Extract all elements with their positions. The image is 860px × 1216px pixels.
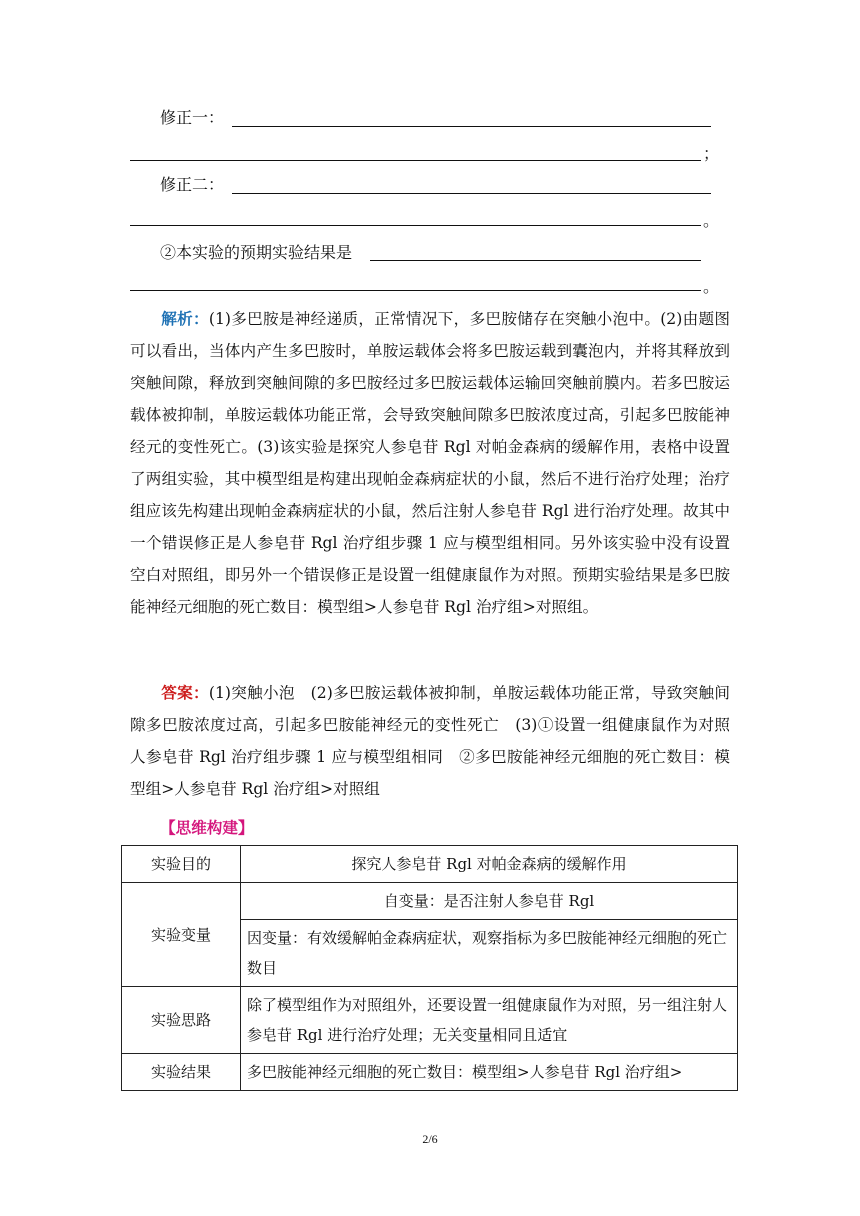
table-val-approach: 除了模型组作为对照组外，还要设置一组健康鼠作为对照，另一组注射人参皂苷 Rgl 进行治疗处理；无关变量相同且适宜 <box>241 987 738 1054</box>
table-val-independent: 自变量：是否注射人参皂苷 Rgl <box>241 883 738 920</box>
correction1-blank-line-2[interactable] <box>130 160 701 161</box>
table-key-purpose: 实验目的 <box>122 846 241 883</box>
table-key-variables: 实验变量 <box>122 883 241 987</box>
correction2-label: 修正二： <box>160 175 225 194</box>
analysis-paragraph <box>130 303 730 623</box>
correction2-blank-line-2[interactable] <box>130 225 701 226</box>
correction2-cont-row <box>130 211 730 231</box>
thinking-table <box>121 845 738 1091</box>
expected-end: 。 <box>703 277 720 296</box>
correction1-row <box>160 108 720 128</box>
expected-blank-line-2[interactable] <box>130 290 701 291</box>
answer-paragraph <box>130 677 746 805</box>
table-val-result: 多巴胺能神经元细胞的死亡数目：模型组>人参皂苷 Rgl 治疗组> <box>241 1054 738 1091</box>
answer-text: (1)突触小泡 (2)多巴胺运载体被抑制，单胺运载体功能正常，导致突触间隙多巴胺浓度过高，引起多巴胺能神经元的变性死亡 (3)①设置一组健康鼠作为对照 人参皂苷 Rgl 治疗组步骤 1 应与模型组相同 ②多巴胺能神经元细胞的死亡数目：模型组>人参皂苷 Rgl 治疗组>对照组 <box>130 684 746 798</box>
analysis-label: 解析： <box>161 309 209 328</box>
answer-label: 答案： <box>161 683 209 702</box>
correction1-cont-row <box>130 144 730 164</box>
table-row <box>122 1054 738 1091</box>
correction1-label: 修正一： <box>160 108 225 127</box>
page-number: 2/6 <box>422 1132 438 1146</box>
expected-row <box>160 243 720 263</box>
thinking-title: 【思维构建】 <box>160 818 254 837</box>
table-key-approach: 实验思路 <box>122 987 241 1054</box>
correction2-row <box>160 175 720 195</box>
table-key-result: 实验结果 <box>122 1054 241 1091</box>
table-row <box>122 987 738 1054</box>
correction2-blank-line[interactable] <box>232 193 711 194</box>
analysis-text: (1)多巴胺是神经递质，正常情况下，多巴胺储存在突触小泡中。(2)由题图可以看出，当体内产生多巴胺时，单胺运载体会将多巴胺运载到囊泡内，并将其释放到突触间隙，释放到突触间隙的多巴胺经过多巴胺运载体运输回突触前膜内。若多巴胺运载体被抑制，单胺运载体功能正常，会导致突触间隙多巴胺浓度过高，引起多巴胺能神经元的变性死亡。(3)该实验是探究人参皂苷 Rgl 对帕金森病的缓解作用，表格中设置了两组实验，其中模型组是构建出现帕金森病症状的小鼠，然后不进行治疗处理；治疗组应该先构建出现帕金森病症状的小鼠，然后注射人参皂苷 Rgl 进行治疗处理。故其中一个错误修正是人参皂苷 Rgl 治疗组步骤 1 应与模型组相同。另外该实验中没有设置空白对照组，即另外一个错误修正是设置一组健康鼠作为对照。预期实验结果是多巴胺能神经元细胞的死亡数目：模型组>人参皂苷 Rgl 治疗组>对照组。 <box>130 310 730 616</box>
correction1-blank-line[interactable] <box>232 126 711 127</box>
expected-blank-line[interactable] <box>370 260 701 261</box>
expected-label: ②本实验的预期实验结果是 <box>160 243 353 262</box>
expected-cont-row <box>130 277 730 297</box>
correction1-end: ； <box>703 144 720 163</box>
table-row <box>122 883 738 920</box>
table-row <box>122 846 738 883</box>
correction2-end: 。 <box>703 211 720 230</box>
table-val-dependent: 因变量：有效缓解帕金森病症状，观察指标为多巴胺能神经元细胞的死亡数目 <box>241 920 738 987</box>
table-val-purpose: 探究人参皂苷 Rgl 对帕金森病的缓解作用 <box>241 846 738 883</box>
